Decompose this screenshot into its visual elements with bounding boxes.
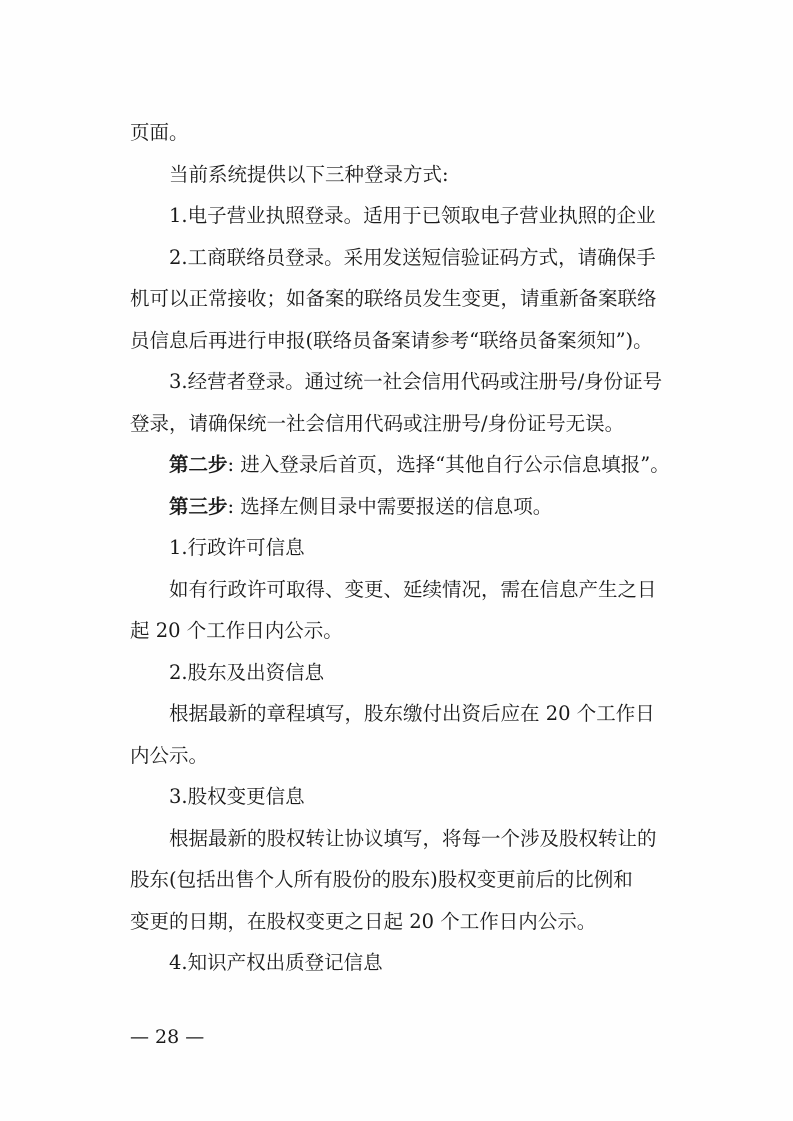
step-three-line — [130, 486, 700, 528]
step-two-heading: 第二步 — [169, 453, 228, 476]
section-heading: 4.知识产权出质登记信息 — [169, 951, 383, 974]
paragraph-line: 机可以正常接收；如备案的联络员发生变更，请重新备案联络 — [130, 287, 657, 310]
paragraph-line: 股东(包括出售个人所有股份的股东)股权变更前后的比例和 — [130, 868, 633, 891]
paragraph-line: 2.工商联络员登录。采用发送短信验证码方式，请确保手 — [169, 245, 656, 269]
paragraph-line: 如有行政许可取得、变更、延续情况，需在信息产生之日 — [169, 577, 657, 601]
step-three-heading: 第三步 — [169, 494, 228, 518]
step-three-text: : 选择左侧目录中需要报送的信息项。 — [227, 494, 553, 518]
section-heading: 1.行政许可信息 — [169, 536, 305, 559]
paragraph-line: 根据最新的章程填写，股东缴付出资后应在 20 个工作日 — [169, 702, 655, 725]
paragraph-line: 员信息后再进行申报(联络员备案请参考“联络员备案须知”)。 — [130, 328, 653, 352]
paragraph-line: 3.经营者登录。通过统一社会信用代码或注册号/身份证号 — [169, 370, 663, 393]
step-two-line — [130, 444, 700, 486]
section-heading: 2.股东及出资信息 — [169, 660, 325, 684]
page-number: — 28 — — [130, 1026, 205, 1048]
paragraph-line: 页面。 — [130, 121, 189, 144]
step-two-text: : 进入登录后首页，选择“其他自行公示信息填报”。 — [227, 453, 670, 476]
section-heading: 3.股权变更信息 — [169, 785, 305, 808]
paragraph-line: 根据最新的股权转让协议填写，将每一个涉及股权转让的 — [169, 826, 657, 850]
paragraph-line: 起 20 个工作日内公示。 — [130, 619, 343, 642]
paragraph-line: 登录，请确保统一社会信用代码或注册号/身份证号无误。 — [130, 411, 625, 435]
paragraph-line: 内公示。 — [130, 743, 209, 767]
document-body — [130, 112, 700, 984]
paragraph-line: 1.电子营业执照登录。适用于已领取电子营业执照的企业 — [169, 204, 656, 227]
paragraph-line: 变更的日期，在股权变更之日起 20 个工作日内公示。 — [130, 909, 597, 933]
paragraph-line: 当前系统提供以下三种登录方式: — [169, 162, 449, 186]
